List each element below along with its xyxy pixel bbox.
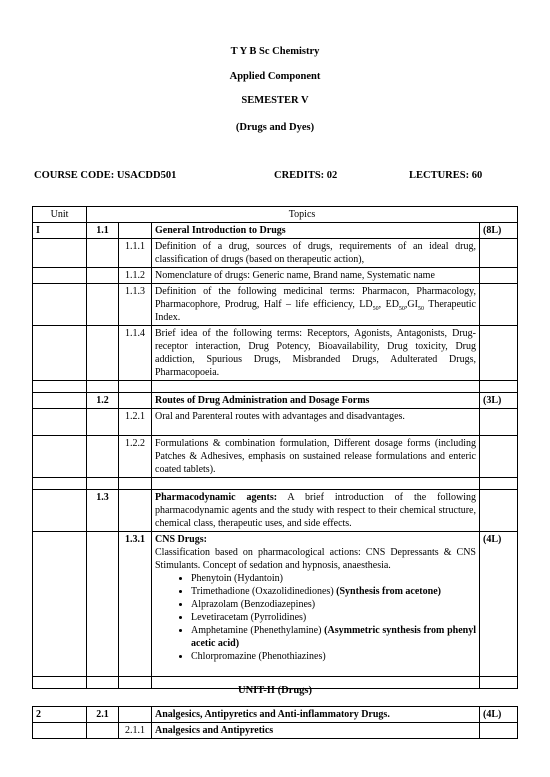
table-header-row bbox=[33, 207, 518, 223]
spacer-row bbox=[33, 478, 518, 490]
section-number: 1.1 bbox=[87, 223, 119, 239]
unit2-heading: UNIT-II (Drugs) bbox=[238, 685, 312, 696]
table-row bbox=[33, 284, 518, 326]
table-row bbox=[33, 223, 518, 239]
topic-number: 1.1.1 bbox=[119, 239, 152, 268]
list-item: • Alprazolam (Benzodiazepines) bbox=[191, 598, 476, 611]
table-row bbox=[33, 393, 518, 409]
header-component: Applied Component bbox=[229, 71, 321, 82]
lecture-count: (4L) bbox=[480, 532, 518, 677]
table-row bbox=[33, 707, 518, 723]
spacer-row bbox=[33, 381, 518, 393]
lecture-count: (4L) bbox=[480, 707, 518, 723]
topic-number: 2.1.1 bbox=[119, 723, 152, 739]
list-item: • Levetiracetam (Pyrrolidines) bbox=[191, 611, 476, 624]
section-number: 2.1 bbox=[87, 707, 119, 723]
header-unit: Unit bbox=[33, 207, 87, 223]
topic-text: Brief idea of the following terms: Receptors, Agonists, Antagonists, Drug-receptor interaction, Drug Potency, Bioavailability, Drug toxicity, Drug addiction, Spurious Drugs, Misbranded Drugs, Adulterated Drugs, Pharmacopoeia. bbox=[152, 326, 480, 381]
unit-number: I bbox=[33, 223, 87, 239]
topic-description: Classification based on pharmacological actions: CNS Depressants & CNS Stimulants. Concept of sedation and hypnosis, anaesthesia. bbox=[155, 547, 476, 571]
table-row bbox=[33, 436, 518, 478]
header-subject: (Drugs and Dyes) bbox=[235, 122, 315, 133]
header-title: T Y B Sc Chemistry bbox=[230, 46, 320, 57]
topic-text bbox=[152, 532, 480, 677]
course-code: COURSE CODE: USACDD501 bbox=[34, 170, 177, 181]
table-row bbox=[33, 409, 518, 436]
table-row bbox=[33, 326, 518, 381]
unit-number: 2 bbox=[33, 707, 87, 723]
drug-list bbox=[155, 572, 476, 663]
lecture-count: (3L) bbox=[480, 393, 518, 409]
syllabus-table bbox=[32, 206, 518, 689]
topic-title: CNS Drugs: bbox=[155, 534, 207, 545]
topic-text: Formulations & combination formulation, Different dosage forms (including Patches & Adhesives, emphasis on sustained release formulations and enteric coated tablets). bbox=[152, 436, 480, 478]
topic-title: Analgesics and Antipyretics bbox=[152, 723, 480, 739]
topic-text: Oral and Parenteral routes with advantages and disadvantages. bbox=[152, 409, 480, 436]
table-row bbox=[33, 490, 518, 532]
table-row bbox=[33, 723, 518, 739]
section-title: Pharmacodynamic agents: A brief introduction of the following pharmacodynamic agents and the study with respect to their chemical structure, chemical class, therapeutic uses, and side effects. bbox=[152, 490, 480, 532]
topic-number: 1.1.4 bbox=[119, 326, 152, 381]
section-title: General Introduction to Drugs bbox=[152, 223, 480, 239]
topic-number: 1.2.2 bbox=[119, 436, 152, 478]
topic-number: 1.3.1 bbox=[119, 532, 152, 677]
section-number: 1.2 bbox=[87, 393, 119, 409]
topic-number: 1.1.3 bbox=[119, 284, 152, 326]
list-item: • Chlorpromazine (Phenothiazines) bbox=[191, 650, 476, 663]
topic-text: Nomenclature of drugs: Generic name, Brand name, Systematic name bbox=[152, 268, 480, 284]
section-title: Analgesics, Antipyretics and Anti-inflammatory Drugs. bbox=[152, 707, 480, 723]
header-semester: SEMESTER V bbox=[241, 95, 309, 106]
unit2-table bbox=[32, 706, 518, 739]
topic-text: Definition of the following medicinal terms: Pharmacon, Pharmacology, Pharmacophore, Prodrug, Half – life efficiency, $LD_{50}$, $ED_{50},GI_{50}$ Therapeutic Index. bbox=[152, 284, 480, 326]
header-topics: Topics bbox=[87, 207, 518, 223]
topic-number: 1.2.1 bbox=[119, 409, 152, 436]
course-lectures: LECTURES: 60 bbox=[409, 170, 483, 181]
table-row bbox=[33, 239, 518, 268]
table-row bbox=[33, 268, 518, 284]
lecture-count: (8L) bbox=[480, 223, 518, 239]
topic-text: Definition of a drug, sources of drugs, requirements of an ideal drug, classification of drugs (based on therapeutic action), bbox=[152, 239, 480, 268]
list-item: • Phenytoin (Hydantoin) bbox=[191, 572, 476, 585]
list-item: • Amphetamine (Phenethylamine) (Asymmetric synthesis from phenyl acetic acid) bbox=[191, 624, 476, 650]
list-item: • Trimethadione (Oxazolidinediones) (Synthesis from acetone) bbox=[191, 585, 476, 598]
section-title: Routes of Drug Administration and Dosage Forms bbox=[152, 393, 480, 409]
section-number: 1.3 bbox=[87, 490, 119, 532]
course-credits: CREDITS: 02 bbox=[274, 170, 338, 181]
topic-number: 1.1.2 bbox=[119, 268, 152, 284]
table-row bbox=[33, 532, 518, 677]
